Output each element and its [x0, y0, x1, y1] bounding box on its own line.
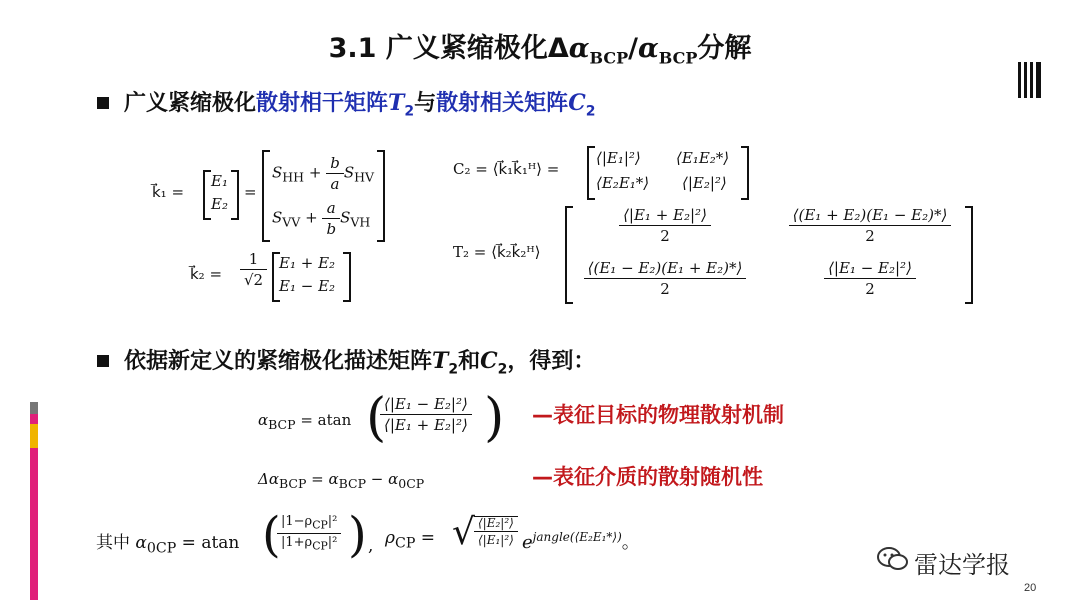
bullet-2-lead: 依据新定义的紧缩极化描述矩阵 [124, 349, 433, 374]
alpha-paren-right: ) [484, 388, 505, 448]
bars-logo-icon [1018, 62, 1042, 98]
bullet-2-mid: 和 [458, 349, 481, 374]
bottom-rho-sub: CP [395, 535, 416, 552]
exp-sup: jangle(⟨E₂E₁*⟩) [532, 530, 622, 544]
slide-title [0, 26, 1080, 67]
k1-r1-frac-num: b [326, 154, 344, 174]
sidebar-pink-block [30, 414, 38, 424]
k1-r1-S2: S [343, 163, 355, 182]
bottom-alpha: α [135, 533, 147, 553]
T2-lhs: T₂ = ⟨k⃗₂k⃗₂ᴴ⟩ [453, 243, 541, 261]
alpha-sub: BCP [268, 417, 296, 432]
bottom-atan: = atan [176, 533, 240, 553]
C2-d: ⟨|E₂|²⟩ [682, 174, 727, 192]
bullet-1-C: C [568, 90, 586, 116]
bullet-1 [124, 86, 595, 119]
k1-mat-bracket-left [262, 150, 270, 242]
C2-a: ⟨|E₁|²⟩ [596, 149, 641, 167]
bottom-lead: 其中 [96, 533, 130, 553]
bullet-1-mid: 与 [414, 91, 437, 116]
T2-b [775, 206, 965, 245]
k1-r2-S: S [272, 208, 283, 227]
bottom-paren-right: ) [348, 507, 367, 563]
bottom-den-end: |² [327, 534, 338, 550]
k2-row-2: E₁ − E₂ [279, 277, 336, 295]
delta-mid: = α [306, 470, 339, 488]
delta-note: —表征介质的散射随机性 [532, 465, 763, 489]
bottom-frac [277, 514, 341, 552]
T2-a [575, 206, 755, 245]
k1-v1: E₁ [211, 172, 228, 190]
k1-row-2 [272, 199, 370, 238]
bullet-2-T: T [432, 348, 449, 374]
bottom-sqrt-frac [474, 516, 518, 547]
bottom-den-sub: CP [312, 539, 328, 553]
bullet-2-tail: ，得到： [507, 349, 596, 374]
k1-eq: = [244, 183, 257, 201]
bullet-1-lead: 广义紧缩极化 [124, 91, 257, 116]
k1-r2-frac-den: b [326, 220, 337, 238]
title-slash: / [628, 33, 638, 64]
title-alpha-2: α [638, 33, 659, 64]
bottom-rho-symbol: ρ [385, 528, 395, 548]
k1-r2-sub2: VH [350, 214, 371, 230]
T2-b-den: 2 [865, 227, 875, 245]
bottom-frac-den [277, 534, 341, 553]
k1-lhs: k⃗₁ = [152, 183, 185, 201]
bottom-end: 。 [621, 532, 640, 553]
k1-vec-bracket-right [231, 170, 239, 220]
title-suffix: 分解 [697, 33, 752, 64]
bottom-den: |1+ρ [281, 534, 313, 550]
delta-mid-2: − α [366, 470, 399, 488]
k1-vec-bracket-left [203, 170, 211, 220]
T2-d-num: ⟨|E₁ − E₂|²⟩ [824, 259, 916, 279]
wechat-icon [876, 545, 910, 577]
alpha-lhs [258, 411, 351, 432]
bullet-1-blue-2: 散射相关矩阵 [436, 91, 569, 116]
delta-sub-2: BCP [338, 476, 367, 491]
bottom-eq [96, 528, 239, 556]
k1-r1-frac-den: a [330, 175, 340, 193]
bullet-1-T-sub: 2 [404, 103, 415, 120]
sqrt-icon: √ [452, 512, 475, 553]
sqrt-num: ⟨|E₂|²⟩ [474, 516, 518, 532]
sidebar-gold-block [30, 424, 38, 448]
bottom-num: |1−ρ [281, 514, 313, 529]
k1-r2-sub: VV [282, 214, 301, 230]
bottom-exp [522, 528, 640, 554]
alpha-note: —表征目标的物理散射机制 [532, 403, 784, 427]
bottom-alpha-sub: 0CP [146, 540, 177, 557]
k1-row-1 [272, 154, 374, 193]
page-number: 20 [1024, 582, 1037, 594]
T2-a-num: ⟨|E₁ + E₂|²⟩ [619, 206, 711, 226]
bullet-square-icon-2 [97, 355, 109, 367]
k1-r1-sub: HH [282, 169, 305, 185]
bullet-2 [124, 344, 595, 377]
exp-e: e [522, 532, 533, 553]
C2-c: ⟨E₂E₁*⟩ [596, 174, 650, 192]
delta-alpha-symbol: Δα [258, 470, 279, 488]
bottom-rho-eq: = [415, 528, 436, 548]
bullet-1-C-sub: 2 [585, 103, 596, 120]
k1-r2-plus: + [300, 208, 323, 227]
T2-bracket-right [965, 206, 973, 304]
alpha-symbol: α [258, 411, 269, 429]
title-text: 3.1 广义紧缩极化Δ [328, 33, 569, 64]
delta-sub-3: 0CP [398, 476, 425, 491]
alpha-num: ⟨|E₁ − E₂|²⟩ [380, 395, 472, 415]
k1-r1-S: S [272, 163, 283, 182]
bottom-paren-left: ( [262, 507, 281, 563]
k1-r1-sub2: HV [354, 169, 375, 185]
title-alpha: α [568, 33, 590, 64]
sidebar-pink-bar [30, 448, 38, 600]
k2-frac-num: 1 [240, 250, 267, 270]
bullet-2-C-sub: 2 [497, 361, 508, 378]
bottom-rho [385, 528, 435, 551]
k1-r1-plus: + [304, 163, 327, 182]
bottom-num-end: |² [327, 514, 338, 529]
bottom-num-sub: CP [312, 518, 328, 532]
C2-bracket-left [587, 146, 595, 200]
title-sub-2: BCP [658, 48, 698, 68]
delta-alpha-eq [258, 470, 424, 491]
C2-bracket-right [741, 146, 749, 200]
C2-lhs: C₂ = ⟨k⃗₁k⃗₁ᴴ⟩ = [453, 160, 560, 178]
sidebar-gray-block [30, 402, 38, 414]
T2-c-den: 2 [660, 280, 670, 298]
k2-row-1: E₁ + E₂ [279, 254, 336, 272]
C2-b: ⟨E₁E₂*⟩ [676, 149, 730, 167]
alpha-frac [380, 395, 472, 434]
watermark-text: 雷达学报 [914, 551, 1010, 579]
delta-sub-1: BCP [278, 476, 307, 491]
bullet-square-icon [97, 97, 109, 109]
sqrt-den: ⟨|E₁|²⟩ [478, 533, 514, 547]
bottom-comma: , [368, 536, 374, 556]
T2-d [785, 259, 955, 298]
alpha-paren-left: ( [366, 388, 387, 448]
T2-d-den: 2 [865, 280, 875, 298]
alpha-den: ⟨|E₁ + E₂|²⟩ [384, 416, 468, 434]
k2-frac-den: √2 [244, 271, 264, 289]
title-sub: BCP [589, 48, 629, 68]
bottom-frac-num [277, 514, 341, 534]
k1-v2: E₂ [211, 195, 228, 213]
k1-r2-S2: S [340, 208, 351, 227]
bullet-1-T: T [388, 90, 405, 116]
k2-lhs: k⃗₂ = [190, 265, 223, 283]
bullet-1-blue-1: 散射相干矩阵 [256, 91, 389, 116]
k2-bracket-right [343, 252, 351, 302]
bullet-2-T-sub: 2 [448, 361, 459, 378]
alpha-atan: = atan [295, 411, 352, 429]
T2-c-num: ⟨(E₁ − E₂)(E₁ + E₂)*⟩ [584, 259, 747, 279]
T2-b-num: ⟨(E₁ + E₂)(E₁ − E₂)*⟩ [789, 206, 952, 226]
bullet-2-C: C [480, 348, 498, 374]
k1-mat-bracket-right [377, 150, 385, 242]
T2-a-den: 2 [660, 227, 670, 245]
T2-c [570, 259, 760, 298]
k1-r2-frac-num: a [322, 199, 340, 219]
k2-frac [240, 250, 267, 289]
